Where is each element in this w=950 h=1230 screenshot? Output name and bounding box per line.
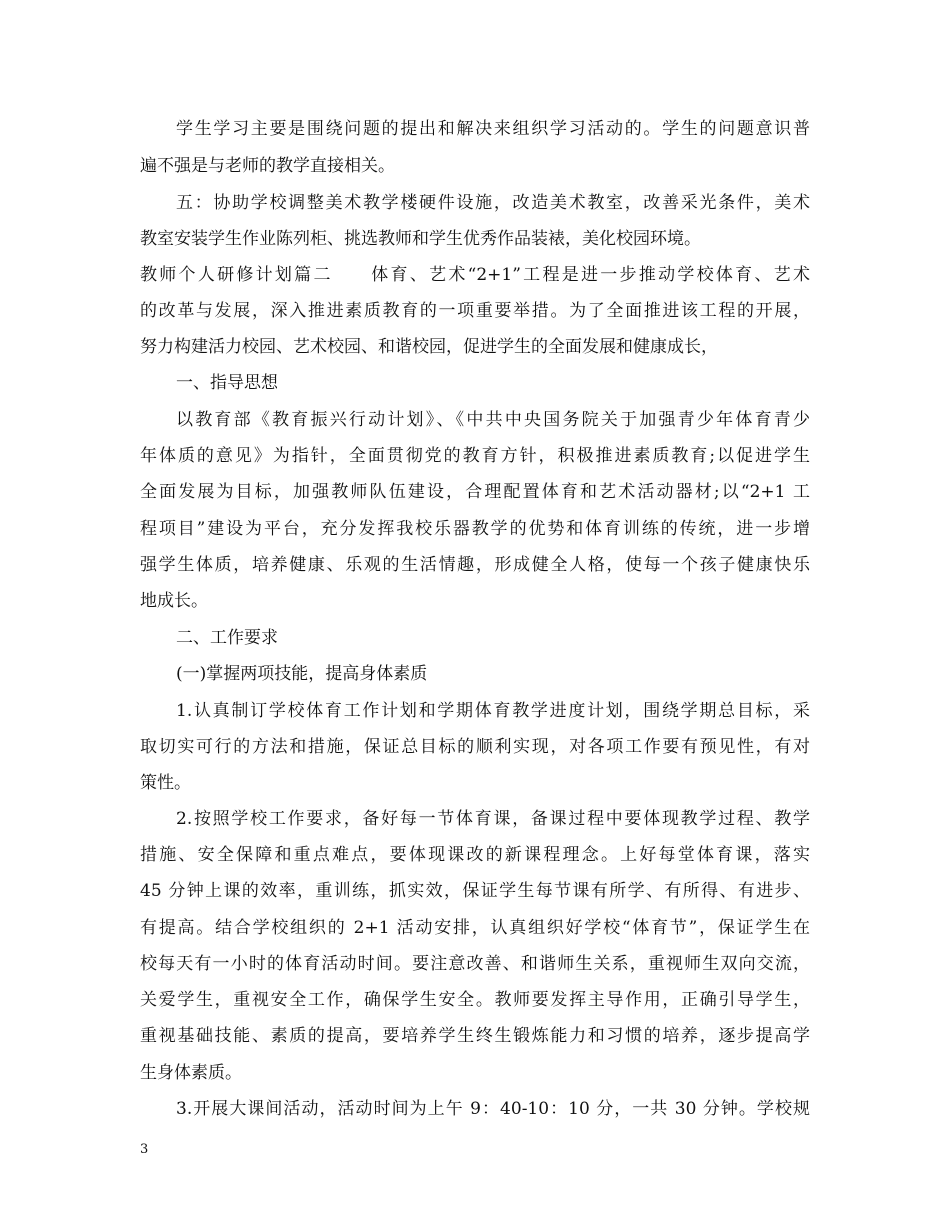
text-line: 的改革与发展，深入推进素质教育的一项重要举措。为了全面推进该工程的开展，: [140, 301, 810, 321]
text-line: 教室安装学生作业陈列柜、挑选教师和学生优秀作品装裱，美化校园环境。: [140, 229, 701, 249]
text-line: 教师个人研修计划篇二 体育、艺术“2+1”工程是进一步推动学校体育、艺术: [140, 265, 810, 285]
page-number: 3: [140, 1142, 149, 1157]
text-line: 地成长。: [140, 591, 208, 611]
text-line: 生身体素质。: [140, 1063, 242, 1083]
text-line: 取切实可行的方法和措施，保证总目标的顺利实现，对各项工作要有预见性，有对: [140, 737, 810, 757]
text-line: 五：协助学校调整美术教学楼硬件设施，改造美术教室，改善采光条件，美术: [176, 193, 810, 213]
text-line: 有提高。结合学校组织的 2+1 活动安排，认真组织好学校“体育节”，保证学生在: [140, 918, 810, 938]
section-heading: 二、工作要求: [176, 628, 278, 648]
subsection-heading: (一)掌握两项技能，提高身体素质: [176, 664, 428, 684]
section-heading: 一、指导思想: [176, 373, 278, 393]
text-line: 程项目”建设为平台，充分发挥我校乐器教学的优势和体育训练的传统，进一步增: [140, 519, 810, 539]
text-line: 策性。: [140, 773, 191, 793]
text-line: 重视基础技能、素质的提高，要培养学生终生锻炼能力和习惯的培养，逐步提高学: [140, 1026, 810, 1046]
text-line: 年体质的意见》为指针，全面贯彻党的教育方针，积极推进素质教育;以促进学生: [140, 446, 810, 466]
text-line: 1.认真制订学校体育工作计划和学期体育教学进度计划，围绕学期总目标，采: [176, 701, 810, 721]
text-line: 校每天有一小时的体育活动时间。要注意改善、和谐师生关系，重视师生双向交流，: [140, 954, 810, 974]
text-line: 措施、安全保障和重点难点，要体现课改的新课程理念。上好每堂体育课，落实: [140, 845, 810, 865]
text-line: 全面发展为目标，加强教师队伍建设，合理配置体育和艺术活动器材;以“2+1 工: [140, 482, 810, 502]
text-line: 45 分钟上课的效率，重训练，抓实效，保证学生每节课有所学、有所得、有进步、: [140, 881, 810, 901]
text-line: 2.按照学校工作要求，备好每一节体育课，备课过程中要体现教学过程、教学: [176, 809, 810, 829]
text-line: 以教育部《教育振兴行动计划》、《中共中央国务院关于加强青少年体育青少: [176, 410, 810, 430]
text-line: 遍不强是与老师的教学直接相关。: [140, 156, 395, 176]
text-line: 3.开展大课间活动，活动时间为上午 9：40-10：10 分，一共 30 分钟。学校规: [176, 1099, 810, 1119]
text-line: 强学生体质，培养健康、乐观的生活情趣，形成健全人格，使每一个孩子健康快乐: [140, 555, 810, 575]
text-line: 学生学习主要是围绕问题的提出和解决来组织学习活动的。学生的问题意识普: [176, 119, 810, 139]
text-line: 努力构建活力校园、艺术校园、和谐校园，促进学生的全面发展和健康成长，: [140, 337, 718, 357]
text-line: 关爱学生，重视安全工作，确保学生安全。教师要发挥主导作用，正确引导学生，: [140, 990, 810, 1010]
